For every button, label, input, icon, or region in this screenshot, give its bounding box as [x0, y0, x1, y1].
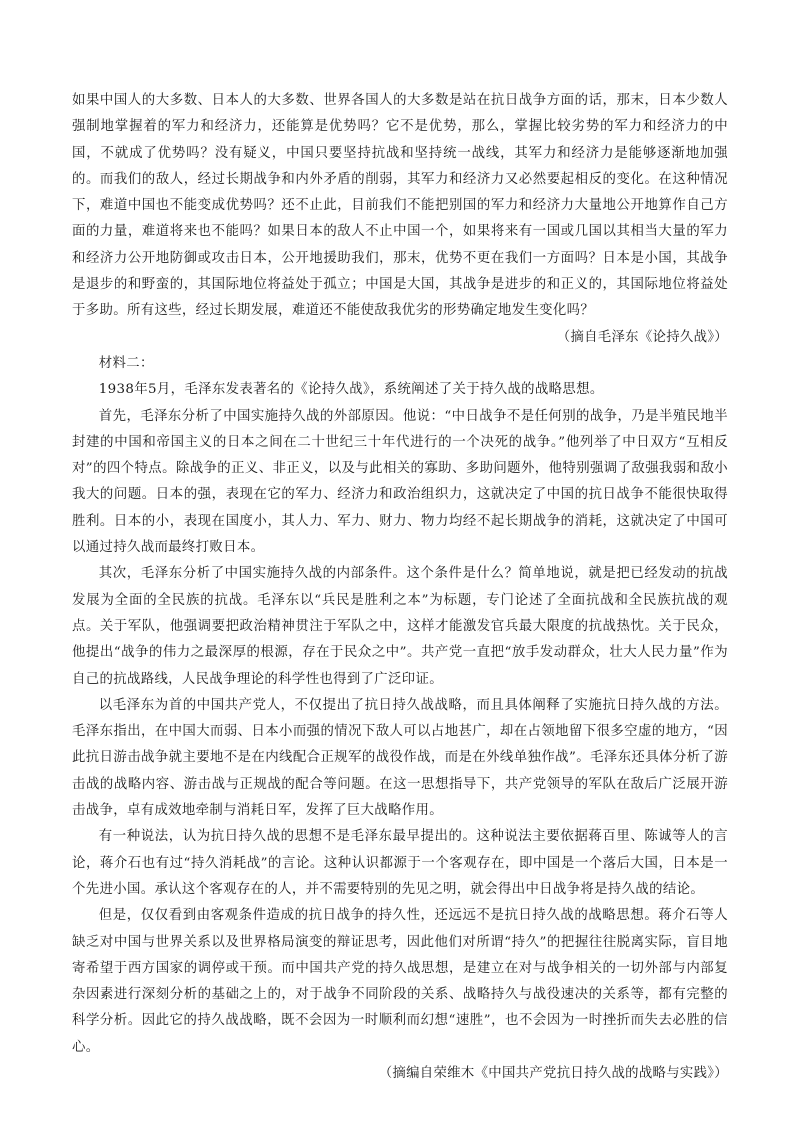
paragraph: 但是，仅仅看到由客观条件造成的抗日战争的持久性，还远远不是抗日持久战的战略思想。蒋介石等人缺乏对中国与世界关系以及世界格局演变的辩证思考，因此他们对所谓“持久”的把握往往脱离实际，盲目地寄希望于西方国家的调停或干预。而中国共产党的持久战思想，是建立在对与战争相关的一切外部与内部复杂因素进行深刻分析的基础之上的，对于战争不同阶段的关系、战略持久与战役速决的关系等，都有完整的科学分析。因此它的持久战战略，既不会因为一时顺利而幻想“速胜”，也不会因为一时挫折而失去必胜的信心。: [72, 908, 728, 1055]
paragraph: 以毛泽东为首的中国共产党人，不仅提出了抗日持久战战略，而且具体阐释了实施抗日持久战的方法。毛泽东指出，在中国大而弱、日本小而强的情况下敌人可以占地甚广，却在占领地留下很多空虚的地方，“因此抗日游击战争就主要地不是在内线配合正规军的战役作战，而是在外线单独作战”。毛泽东还具体分析了游击战的战略内容、游击战与正规战的配合等问题。在这一思想指导下，共产党领导的军队在敌后广泛展开游击战争，卓有成效地牵制与消耗日军，发挥了巨大战略作用。: [72, 697, 728, 819]
passage2-source: （摘编自荣维木《中国共产党抗日持久战的战略与实践》）: [378, 1065, 728, 1081]
passage1-source: （摘自毛泽东《论持久战》）: [556, 329, 728, 345]
paragraph: 首先，毛泽东分析了中国实施持久战的外部原因。他说：“中日战争不是任何别的战争，乃是半殖民地半封建的中国和帝国主义的日本之间在二十世纪三十年代进行的一个决死的战争。”他列举了中日双方“互相反对”的四个特点。除战争的正义、非正义，以及与此相关的寡助、多助问题外，他特别强调了敌强我弱和敌小我大的问题。日本的强，表现在它的军力、经济力和政治组织力，这就决定了中国的抗日战争不能很快取得胜利。日本的小，表现在国度小，其人力、军力、财力、物力均经不起长期战争的消耗，这就决定了中国可以通过持久战而最终打败日本。: [72, 408, 728, 556]
paragraph: 有一种说法，认为抗日持久战的思想不是毛泽东最早提出的。这种说法主要依据蒋百里、陈诚等人的言论，蒋介石也有过“持久消耗战”的言论。这种认识都源于一个客观存在，即中国是一个落后大国，日本是一个先进小国。承认这个客观存在的人，并不需要特别的先见之明，就会得出中日战争将是持久战的结论。: [72, 829, 728, 897]
material-two-heading: 材料二：: [98, 355, 154, 371]
passage1-paragraph: 如果中国人的大多数、日本人的大多数、世界各国人的大多数是站在抗日战争方面的话，那末，日本少数人强制地掌握着的军力和经济力，还能算是优势吗？它不是优势，那么，掌握比较劣势的军力和经济力的中国，不就成了优势吗？没有疑义，中国只要坚持抗战和坚持统一战线，其军力和经济力是能够逐渐地加强的。而我们的敌人，经过长期战争和内外矛盾的削弱，其军力和经济力又必然要起相反的变化。在这种情况下，难道中国也不能变成优势吗？还不止此，目前我们不能把别国的军力和经济力大量地公开地算作自己方面的力量，难道将来也不能吗？如果日本的敌人不止中国一个，如果将来有一国或几国以其相当大量的军力和经济力公开地防御或攻击日本，公开地援助我们，那末，优势不更在我们一方面吗？日本是小国，其战争是退步的和野蛮的，其国际地位将益处于孤立；中国是大国，其战争是进步的和正义的，其国际地位将益处于多助。所有这些，经过长期发展，难道还不能使敌我优劣的形势确定地发生变化吗？: [72, 93, 728, 319]
paragraph: 1938年5月，毛泽东发表著名的《论持久战》，系统阐述了关于持久战的战略思想。: [98, 382, 604, 398]
paragraph: 其次，毛泽东分析了中国实施持久战的内部条件。这个条件是什么？简单地说，就是把已经发动的抗战发展为全面的全民族的抗战。毛泽东以“兵民是胜利之本”为标题，专门论述了全面抗战和全民族抗战的观点。关于军队，他强调要把政治精神贯注于军队之中，这样才能激发官兵最大限度的抗战热忱。关于民众，他提出“战争的伟力之最深厚的根源，存在于民众之中”。共产党一直把“放手发动群众，壮大人民力量”作为自己的抗战路线，人民战争理论的科学性也得到了广泛印证。: [72, 566, 728, 687]
document-page: [72, 88, 728, 1087]
